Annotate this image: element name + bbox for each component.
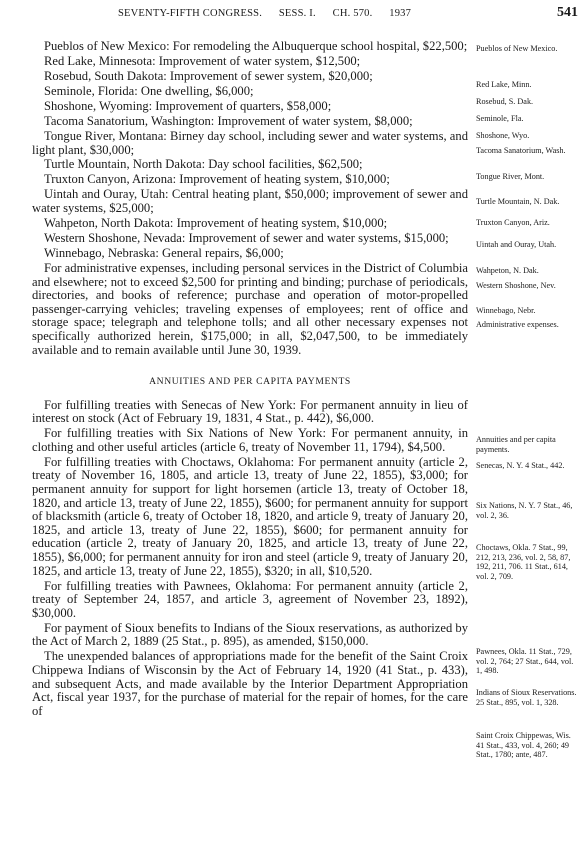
paragraph-tongue-river: Tongue River, Montana: Birney day school, including sewer and water systems, and light plant, $30,000; bbox=[32, 128, 468, 157]
section-title: ANNUITIES AND PER CAPITA PAYMENTS bbox=[149, 376, 351, 388]
margin-note-annuities: Annuities and per capita payments. bbox=[476, 435, 556, 454]
paragraph-seminole: Seminole, Florida: One dwelling, $6,000; bbox=[44, 83, 254, 98]
congress-label: SEVENTY-FIFTH CONGRESS. bbox=[118, 8, 263, 19]
paragraph-shoshone: Shoshone, Wyoming: Improvement of quarters, $58,000; bbox=[44, 98, 332, 113]
margin-note-wahpeton: Wahpeton, N. Dak. bbox=[476, 266, 539, 275]
running-header bbox=[0, 5, 582, 28]
margin-note-winnebago: Winnebago, Nebr. bbox=[476, 306, 536, 315]
margin-note-choctaws: Choctaws, Okla. 7 Stat., 99, 212, 213, 236, vol. 2, 58, 87, 192, 211, 706. 11 Stat., 614, vol. 2, 709. bbox=[476, 543, 571, 581]
paragraph-administrative: For administrative expenses, including personal services in the District of Columbia and elsewhere; not to exceed $2,500 for printing and binding; purchase of periodicals, directories, and books of reference; purchase and operation of motor-propelled passenger-carrying vehicles; traveling expenses of employees; rent of office and storage space; telegraph and telephone tolls; and all other necessary expenses not specifically authorized herein, $175,000; in all, $2,047,500, to be immediately available and to remain available until June 30, 1939. bbox=[32, 260, 468, 357]
running-head bbox=[118, 8, 425, 19]
margin-note-red-lake: Red Lake, Minn. bbox=[476, 80, 532, 89]
paragraph-senecas: For fulfilling treaties with Senecas of New York: For permanent annuity in lieu of interest on stock (Act of February 19, 1831, 4 Stat., p. 442), $6,000. bbox=[32, 397, 468, 426]
margin-note-saint-croix: Saint Croix Chippewas, Wis. 41 Stat., 433, vol. 4, 260; 49 Stat., 1780; ante, 487. bbox=[476, 731, 571, 760]
page-number: 541 bbox=[557, 5, 578, 20]
session-label: SESS. I. bbox=[278, 8, 316, 19]
main-text bbox=[32, 40, 468, 720]
margin-note-senecas: Senecas, N. Y. 4 Stat., 442. bbox=[476, 461, 565, 470]
margin-note-turtle-mountain: Turtle Mountain, N. Dak. bbox=[476, 197, 560, 206]
margin-note-tongue-river: Tongue River, Mont. bbox=[476, 172, 545, 181]
paragraph-six-nations: For fulfilling treaties with Six Nations of New York: For permanent annuity, in clothing and other useful articles (article 6, treaty of November 11, 1794), $4,500. bbox=[32, 426, 468, 454]
margin-note-western-shoshone: Western Shoshone, Nev. bbox=[476, 281, 556, 290]
paragraph-truxton: Truxton Canyon, Arizona: Improvement of heating system, $10,000; bbox=[44, 172, 390, 187]
margin-note-shoshone: Shoshone, Wyo. bbox=[476, 131, 530, 140]
paragraph-uintah: Uintah and Ouray, Utah: Central heating plant, $50,000; improvement of sewer and water systems, $25,000; bbox=[32, 187, 468, 216]
margin-note-truxton: Truxton Canyon, Ariz. bbox=[476, 218, 550, 227]
margin-note-pawnees: Pawnees, Okla. 11 Stat., 729, vol. 2, 764; 27 Stat., 644, vol. 1, 498. bbox=[476, 647, 574, 676]
paragraph-pawnees: For fulfilling treaties with Pawnees, Oklahoma: For permanent annuity (article 2, treaty of September 24, 1857, and article 3, agreement of November 23, 1892), $30,000. bbox=[32, 578, 468, 620]
margin-note-uintah: Uintah and Ouray, Utah. bbox=[476, 240, 557, 249]
paragraph-red-lake: Red Lake, Minnesota: Improvement of water system, $12,500; bbox=[44, 53, 361, 68]
paragraph-pueblos: Pueblos of New Mexico: For remodeling the Albuquerque school hospital, $22,500; bbox=[44, 39, 468, 53]
paragraph-winnebago: Winnebago, Nebraska: General repairs, $6,000; bbox=[44, 246, 284, 260]
chapter-label: CH. 570. bbox=[332, 8, 373, 19]
margin-note-seminole: Seminole, Fla. bbox=[476, 114, 524, 123]
margin-note-pueblos: Pueblos of New Mexico. bbox=[476, 44, 558, 53]
margin-note-rosebud: Rosebud, S. Dak. bbox=[476, 97, 534, 106]
margin-note-sioux: Indians of Sioux Reservations. 25 Stat., 895, vol. 1, 328. bbox=[476, 688, 577, 707]
year-label: 1937 bbox=[389, 8, 412, 19]
margin-note-six-nations: Six Nations, N. Y. 7 Stat., 46, vol. 2, 36. bbox=[476, 501, 573, 520]
margin-note-administrative: Administrative expenses. bbox=[476, 320, 559, 329]
paragraph-sioux: For payment of Sioux benefits to Indians of the Sioux reservations, as authorized by the Act of March 2, 1889 (25 Stat., p. 895), as amended, $150,000. bbox=[32, 620, 468, 649]
paragraph-saint-croix: The unexpended balances of appropriations made for the benefit of the Saint Croix Chippewa Indians of Wisconsin by the Act of February 14, 1920 (41 Stat., p. 433), and subsequent Acts, and made available by the Interior Department Appropriation Act, fiscal year 1937, for the purchase of material for the repair of homes, for the care of bbox=[32, 649, 468, 718]
paragraph-choctaws: For fulfilling treaties with Choctaws, Oklahoma: For permanent annuity (article 2, treaty of November 16, 1805, and article 13, treaty of June 22, 1855), $3,000; for permanent annuity for support for light horsemen (article 13, treaty of October 18, 1820, and article 13, treaty of June 22, 1855), $600; for permanent annuity for support of blacksmith (article 6, treaty of October 18, 1820, and article 9, treaty of January 20, 1825, and article 13, treaty of June 22, 1855), $600; for permanent annuity for education (article 2, treaty of January 20, 1825, and article 13, treaty of June 22, 1855), $6,000; for permanent annuity for iron and steel (article 9, treaty of January 20, 1825, and article 13, treaty of June 22, 1855), $320; in all, $10,520. bbox=[32, 454, 468, 578]
paragraph-turtle-mountain: Turtle Mountain, North Dakota: Day school facilities, $62,500; bbox=[44, 157, 363, 172]
paragraph-wahpeton: Wahpeton, North Dakota: Improvement of heating system, $10,000; bbox=[44, 216, 388, 231]
margin-note-tacoma: Tacoma Sanatorium, Wash. bbox=[476, 146, 566, 155]
paragraph-western-shoshone: Western Shoshone, Nevada: Improvement of sewer and water systems, $15,000; bbox=[44, 231, 449, 246]
paragraph-tacoma: Tacoma Sanatorium, Washington: Improvement of water system, $8,000; bbox=[44, 113, 413, 128]
paragraph-rosebud: Rosebud, South Dakota: Improvement of sewer system, $20,000; bbox=[44, 68, 373, 83]
